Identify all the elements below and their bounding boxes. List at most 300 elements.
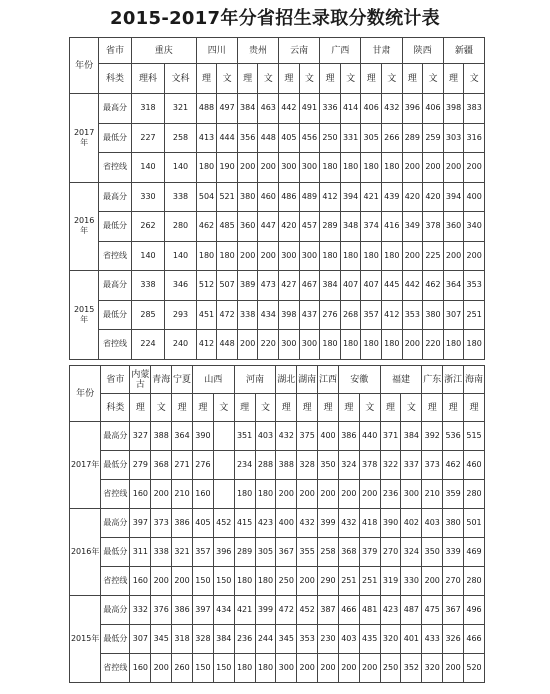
score-type-label: 省控线 <box>99 153 131 183</box>
score-value <box>213 422 234 451</box>
score-value: 378 <box>423 212 444 242</box>
score-value: 276 <box>192 451 213 480</box>
category-cell: 文 <box>423 64 444 94</box>
province-name: 四川 <box>196 38 237 64</box>
score-value: 200 <box>402 241 423 271</box>
score-value <box>213 480 234 509</box>
score-value: 475 <box>422 596 443 625</box>
score-value: 236 <box>380 480 401 509</box>
score-value: 160 <box>130 567 151 596</box>
score-value: 442 <box>402 271 423 301</box>
score-value: 324 <box>401 538 422 567</box>
score-value: 300 <box>401 480 422 509</box>
score-value: 250 <box>276 567 297 596</box>
score-value: 200 <box>318 654 339 683</box>
page-title: 2015-2017年分省招生录取分数统计表 <box>110 8 440 29</box>
score-value: 407 <box>340 271 361 301</box>
score-value: 452 <box>297 596 318 625</box>
score-type-label: 最低分 <box>101 451 130 480</box>
score-value: 300 <box>299 153 320 183</box>
score-value: 486 <box>279 182 300 212</box>
score-value: 400 <box>276 509 297 538</box>
score-value: 220 <box>258 330 279 360</box>
score-value: 399 <box>255 596 276 625</box>
score-value: 405 <box>192 509 213 538</box>
province-name: 宁夏 <box>172 366 193 394</box>
score-value: 420 <box>423 182 444 212</box>
score-value: 328 <box>297 451 318 480</box>
score-value: 180 <box>217 241 238 271</box>
score-value: 280 <box>464 480 485 509</box>
score-value: 230 <box>318 625 339 654</box>
score-value: 388 <box>151 422 172 451</box>
score-value: 442 <box>279 94 300 124</box>
score-value: 435 <box>359 625 380 654</box>
year-label: 2016年 <box>70 509 101 596</box>
table-row <box>70 94 485 124</box>
score-value: 415 <box>234 509 255 538</box>
score-value: 397 <box>130 509 151 538</box>
category-cell: 理 <box>338 394 359 422</box>
score-value: 293 <box>165 300 196 330</box>
score-value: 240 <box>165 330 196 360</box>
score-value: 398 <box>443 94 464 124</box>
score-value: 452 <box>213 509 234 538</box>
table-row <box>70 300 485 330</box>
score-value: 330 <box>401 567 422 596</box>
score-value: 466 <box>464 625 485 654</box>
score-value: 224 <box>131 330 165 360</box>
score-value: 180 <box>340 330 361 360</box>
score-value: 251 <box>359 567 380 596</box>
score-value: 384 <box>213 625 234 654</box>
score-value <box>213 451 234 480</box>
year-label: 2016年 <box>70 182 99 271</box>
score-value: 507 <box>217 271 238 301</box>
score-value: 140 <box>131 153 165 183</box>
category-header: 科类 <box>99 64 131 94</box>
year-header: 年份 <box>70 38 99 94</box>
score-value: 346 <box>165 271 196 301</box>
province-name: 浙江 <box>443 366 464 394</box>
score-value: 225 <box>423 241 444 271</box>
score-value: 285 <box>131 300 165 330</box>
score-value: 259 <box>423 123 444 153</box>
score-value: 288 <box>255 451 276 480</box>
score-value: 251 <box>464 300 485 330</box>
score-value: 405 <box>279 123 300 153</box>
score-value: 359 <box>443 480 464 509</box>
score-table-1 <box>69 37 485 360</box>
category-cell: 文 <box>217 64 238 94</box>
score-value: 356 <box>237 123 258 153</box>
table-row <box>70 241 485 271</box>
score-value: 515 <box>464 422 485 451</box>
score-value: 469 <box>464 538 485 567</box>
province-name: 广东 <box>422 366 443 394</box>
score-value: 390 <box>380 509 401 538</box>
score-value: 227 <box>131 123 165 153</box>
score-value: 180 <box>234 567 255 596</box>
score-value: 413 <box>196 123 217 153</box>
score-value: 200 <box>443 654 464 683</box>
score-value: 200 <box>258 153 279 183</box>
score-value: 496 <box>464 596 485 625</box>
score-value: 375 <box>297 422 318 451</box>
year-label: 2017年 <box>70 422 101 509</box>
score-value: 210 <box>172 480 193 509</box>
province-name: 江西 <box>318 366 339 394</box>
score-value: 423 <box>380 596 401 625</box>
table-row <box>70 538 485 567</box>
score-value: 423 <box>255 509 276 538</box>
score-value: 421 <box>361 182 382 212</box>
score-type-label: 最低分 <box>101 538 130 567</box>
score-value: 200 <box>297 654 318 683</box>
score-value: 512 <box>196 271 217 301</box>
score-type-label: 最高分 <box>101 422 130 451</box>
score-value: 200 <box>338 654 359 683</box>
score-value: 200 <box>237 241 258 271</box>
province-name: 广西 <box>320 38 361 64</box>
score-value: 200 <box>443 241 464 271</box>
score-type-label: 最低分 <box>99 300 131 330</box>
score-value: 473 <box>258 271 279 301</box>
score-value: 200 <box>402 330 423 360</box>
score-value: 324 <box>338 451 359 480</box>
score-value: 400 <box>464 182 485 212</box>
score-value: 350 <box>422 538 443 567</box>
province-name: 河南 <box>234 366 276 394</box>
score-value: 300 <box>279 153 300 183</box>
category-cell: 文 <box>359 394 380 422</box>
score-value: 400 <box>318 422 339 451</box>
score-value: 271 <box>172 451 193 480</box>
score-value: 392 <box>422 422 443 451</box>
score-value: 444 <box>217 123 238 153</box>
score-value: 251 <box>338 567 359 596</box>
score-value: 373 <box>151 509 172 538</box>
score-value: 220 <box>423 330 444 360</box>
score-value: 289 <box>402 123 423 153</box>
score-value: 316 <box>464 123 485 153</box>
score-value: 360 <box>443 212 464 242</box>
score-value: 180 <box>361 330 382 360</box>
score-value: 396 <box>402 94 423 124</box>
province-header: 省市 <box>99 38 131 64</box>
score-type-label: 最高分 <box>99 271 131 301</box>
score-value: 338 <box>165 182 196 212</box>
table-row <box>70 480 485 509</box>
table-row <box>70 182 485 212</box>
score-value: 331 <box>340 123 361 153</box>
score-value: 140 <box>165 241 196 271</box>
table-row <box>70 625 485 654</box>
table-row <box>70 451 485 480</box>
score-value: 338 <box>237 300 258 330</box>
score-value: 364 <box>443 271 464 301</box>
score-value: 180 <box>320 330 341 360</box>
category-cell: 理 <box>402 64 423 94</box>
score-value: 300 <box>279 330 300 360</box>
score-value: 376 <box>151 596 172 625</box>
score-value: 521 <box>217 182 238 212</box>
score-value: 394 <box>340 182 361 212</box>
table-row <box>70 422 485 451</box>
province-name: 内蒙古 <box>130 366 151 394</box>
category-cell: 理 <box>279 64 300 94</box>
score-value: 460 <box>258 182 279 212</box>
score-value: 414 <box>340 94 361 124</box>
score-value: 399 <box>318 509 339 538</box>
score-value: 318 <box>172 625 193 654</box>
score-value: 380 <box>237 182 258 212</box>
score-type-label: 最低分 <box>99 212 131 242</box>
score-value: 200 <box>172 567 193 596</box>
score-value: 180 <box>255 654 276 683</box>
score-value: 501 <box>464 509 485 538</box>
category-cell: 文 <box>258 64 279 94</box>
score-value: 289 <box>320 212 341 242</box>
score-value: 418 <box>359 509 380 538</box>
score-value: 460 <box>464 451 485 480</box>
score-value: 180 <box>381 241 402 271</box>
score-value: 244 <box>255 625 276 654</box>
score-value: 200 <box>464 153 485 183</box>
score-value: 307 <box>443 300 464 330</box>
province-name: 海南 <box>464 366 485 394</box>
score-value: 200 <box>359 480 380 509</box>
category-cell: 理 <box>130 394 151 422</box>
score-value: 250 <box>380 654 401 683</box>
score-value: 407 <box>361 271 382 301</box>
score-value: 462 <box>443 451 464 480</box>
score-value: 200 <box>338 480 359 509</box>
score-value: 210 <box>422 480 443 509</box>
score-value: 290 <box>318 567 339 596</box>
province-name: 甘肃 <box>361 38 402 64</box>
score-value: 200 <box>318 480 339 509</box>
score-type-label: 省控线 <box>99 330 131 360</box>
score-value: 432 <box>297 509 318 538</box>
score-value: 427 <box>279 271 300 301</box>
score-value: 150 <box>213 654 234 683</box>
score-value: 338 <box>131 271 165 301</box>
province-header: 省市 <box>101 366 130 394</box>
score-value: 390 <box>192 422 213 451</box>
score-value: 386 <box>338 422 359 451</box>
score-value: 491 <box>299 94 320 124</box>
score-value: 432 <box>276 422 297 451</box>
score-value: 367 <box>276 538 297 567</box>
score-value: 258 <box>165 123 196 153</box>
score-value: 472 <box>276 596 297 625</box>
score-value: 279 <box>130 451 151 480</box>
score-value: 303 <box>443 123 464 153</box>
score-value: 353 <box>297 625 318 654</box>
score-value: 497 <box>217 94 238 124</box>
score-value: 345 <box>151 625 172 654</box>
score-type-label: 最低分 <box>99 123 131 153</box>
category-cell: 文 <box>340 64 361 94</box>
score-value: 402 <box>401 509 422 538</box>
score-value: 420 <box>402 182 423 212</box>
score-value: 371 <box>380 422 401 451</box>
score-value: 180 <box>340 241 361 271</box>
score-value: 236 <box>234 625 255 654</box>
score-value: 439 <box>381 182 402 212</box>
province-name: 山西 <box>192 366 234 394</box>
score-value: 180 <box>255 567 276 596</box>
score-value: 307 <box>130 625 151 654</box>
category-cell: 文 <box>381 64 402 94</box>
table-row <box>70 123 485 153</box>
score-value: 180 <box>381 330 402 360</box>
score-value: 160 <box>130 480 151 509</box>
score-type-label: 省控线 <box>101 480 130 509</box>
score-value: 180 <box>320 153 341 183</box>
score-value: 434 <box>258 300 279 330</box>
province-name: 新疆 <box>443 38 484 64</box>
province-name: 贵州 <box>237 38 278 64</box>
table-row <box>70 654 485 683</box>
year-header: 年份 <box>70 366 101 422</box>
score-value: 289 <box>234 538 255 567</box>
category-cell: 理 <box>237 64 258 94</box>
score-value: 280 <box>464 567 485 596</box>
category-cell: 理 <box>443 64 464 94</box>
category-cell: 理 <box>276 394 297 422</box>
score-value: 355 <box>297 538 318 567</box>
score-value: 374 <box>361 212 382 242</box>
score-value: 270 <box>443 567 464 596</box>
category-cell: 文科 <box>165 64 196 94</box>
score-value: 340 <box>464 212 485 242</box>
score-value: 150 <box>192 567 213 596</box>
score-value: 305 <box>361 123 382 153</box>
score-value: 384 <box>401 422 422 451</box>
score-value: 472 <box>217 300 238 330</box>
score-value: 250 <box>320 123 341 153</box>
score-value: 373 <box>422 451 443 480</box>
province-name: 重庆 <box>131 38 196 64</box>
score-value: 200 <box>297 480 318 509</box>
score-value: 262 <box>131 212 165 242</box>
category-cell: 文 <box>464 64 485 94</box>
score-value: 200 <box>151 480 172 509</box>
score-value: 420 <box>279 212 300 242</box>
score-value: 389 <box>237 271 258 301</box>
score-value: 357 <box>361 300 382 330</box>
score-value: 200 <box>297 567 318 596</box>
score-value: 432 <box>338 509 359 538</box>
score-value: 180 <box>464 330 485 360</box>
score-value: 200 <box>151 567 172 596</box>
score-value: 350 <box>318 451 339 480</box>
score-value: 266 <box>381 123 402 153</box>
category-cell: 文 <box>255 394 276 422</box>
score-value: 403 <box>255 422 276 451</box>
score-value: 416 <box>381 212 402 242</box>
score-value: 463 <box>258 94 279 124</box>
category-cell: 文 <box>213 394 234 422</box>
score-value: 180 <box>196 153 217 183</box>
table-row <box>70 330 485 360</box>
score-value: 200 <box>422 567 443 596</box>
score-value: 319 <box>380 567 401 596</box>
score-value: 180 <box>340 153 361 183</box>
score-value: 456 <box>299 123 320 153</box>
score-value: 140 <box>131 241 165 271</box>
score-value: 337 <box>401 451 422 480</box>
province-name: 湖南 <box>297 366 318 394</box>
score-value: 447 <box>258 212 279 242</box>
score-value: 448 <box>217 330 238 360</box>
score-value: 434 <box>213 596 234 625</box>
year-label: 2015年 <box>70 596 101 683</box>
score-value: 388 <box>276 451 297 480</box>
score-type-label: 最高分 <box>99 94 131 124</box>
score-value: 380 <box>443 509 464 538</box>
score-value: 384 <box>320 271 341 301</box>
score-value: 440 <box>359 422 380 451</box>
category-cell: 理 <box>234 394 255 422</box>
score-value: 437 <box>299 300 320 330</box>
year-label: 2017年 <box>70 94 99 183</box>
category-cell: 理 <box>297 394 318 422</box>
score-value: 258 <box>318 538 339 567</box>
category-cell: 理 <box>422 394 443 422</box>
score-value: 351 <box>234 422 255 451</box>
score-value: 300 <box>299 241 320 271</box>
score-value: 200 <box>443 153 464 183</box>
score-value: 311 <box>130 538 151 567</box>
score-value: 364 <box>172 422 193 451</box>
score-value: 488 <box>196 94 217 124</box>
score-value: 234 <box>234 451 255 480</box>
score-value: 403 <box>338 625 359 654</box>
score-value: 406 <box>361 94 382 124</box>
score-value: 280 <box>165 212 196 242</box>
score-value: 150 <box>213 567 234 596</box>
score-value: 489 <box>299 182 320 212</box>
score-value: 412 <box>196 330 217 360</box>
score-value: 380 <box>423 300 444 330</box>
score-value: 332 <box>130 596 151 625</box>
table-row <box>70 567 485 596</box>
score-type-label: 最高分 <box>101 509 130 538</box>
score-value: 353 <box>402 300 423 330</box>
category-cell: 理科 <box>131 64 165 94</box>
score-value: 327 <box>130 422 151 451</box>
score-value: 180 <box>234 654 255 683</box>
score-value: 457 <box>299 212 320 242</box>
score-value: 504 <box>196 182 217 212</box>
score-value: 367 <box>443 596 464 625</box>
score-value: 140 <box>165 153 196 183</box>
table-row <box>70 153 485 183</box>
score-value: 160 <box>192 480 213 509</box>
score-value: 190 <box>217 153 238 183</box>
province-name: 福建 <box>380 366 422 394</box>
score-value: 318 <box>131 94 165 124</box>
score-value: 338 <box>151 538 172 567</box>
year-label: 2015年 <box>70 271 99 360</box>
category-cell: 文 <box>299 64 320 94</box>
score-value: 200 <box>151 654 172 683</box>
score-value: 200 <box>423 153 444 183</box>
score-value: 320 <box>422 654 443 683</box>
